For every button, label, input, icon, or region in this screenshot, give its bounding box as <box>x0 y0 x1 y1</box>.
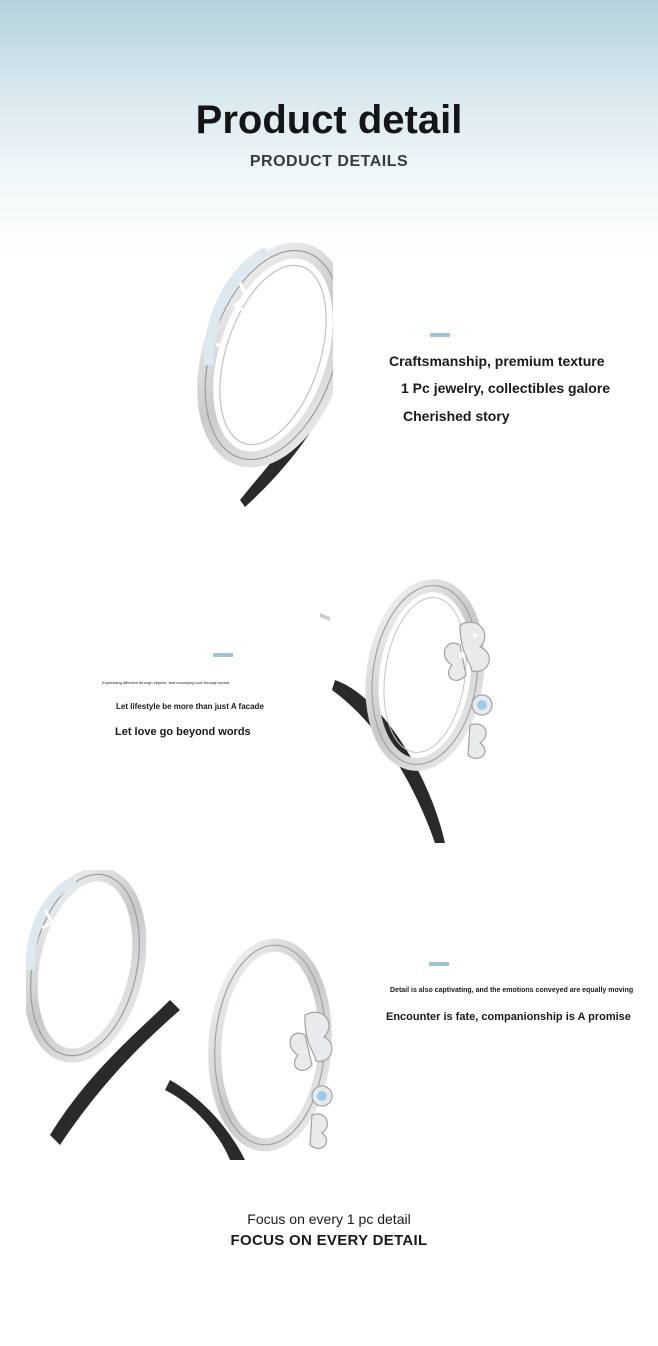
page-title: Product detail <box>195 98 463 142</box>
section3-accent-dash <box>429 962 449 966</box>
ring-image-butterfly <box>320 575 510 845</box>
section3-line-1: Encounter is fate, companionship is A promise <box>386 1011 631 1023</box>
section3-small-text: Detail is also captivating, and the emotions conveyed are equally moving <box>390 987 634 994</box>
ring-image-pair <box>20 870 340 1160</box>
footer-title: Focus on every 1 pc detail <box>247 1211 411 1227</box>
page-subtitle: PRODUCT DETAILS <box>249 153 409 170</box>
ring-image-opal-band <box>185 235 340 510</box>
section2-line-2: Let love go beyond words <box>115 726 251 738</box>
section1-line-3: Cherished story <box>403 408 510 424</box>
section1-line-1: Craftsmanship, premium texture <box>389 353 605 369</box>
section1-line-2: 1 Pc jewelry, collectibles galore <box>401 380 611 396</box>
section2-small-text: Expressing affection through objects, and conveying love through words <box>102 680 230 685</box>
section2-accent-dash <box>213 653 233 657</box>
section1-accent-dash <box>430 333 450 337</box>
section2-line-1: Let lifestyle be more than just A facade <box>116 702 264 711</box>
footer-subtitle: FOCUS ON EVERY DETAIL <box>230 1232 428 1249</box>
